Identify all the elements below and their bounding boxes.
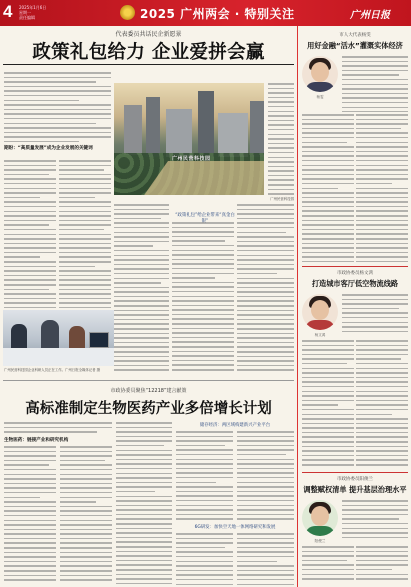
newspaper-logo: 广州日报 [350,10,390,21]
story-1-kicker: 代表委员共话民企新愿景 [115,31,182,38]
sidebar-item-2-kicker: 市政协委员杨文鸿 [337,271,373,276]
sidebar-item-1-kicker: 市人大代表杨雯 [339,33,371,38]
sidebar-item-3-text-b [302,546,354,584]
avatar [302,500,338,536]
editor-line: 责任编辑 [19,15,35,20]
sidebar-item-3-kicker: 市政协委员阳俊兰 [337,477,373,482]
city-photo [114,83,264,195]
section-title: 2025 广州两会 · 特别关注 [140,7,295,21]
story-2-column-5-text [237,431,294,521]
story-2-column-1-text [4,446,56,584]
weekday-line: 星期一 [19,10,31,15]
inline-heading: “政策礼包”给企业带来“真金白 [175,213,235,218]
date-line: 2025年1月6日 [19,5,47,10]
story-2-column-6-text [176,533,233,585]
story-1-subhead-1: 期盼：“高质量发展”成为企业发展的关键词 [4,146,93,151]
sidebar-item-3-title: 调整赋权清单 提升基层治理水平 [303,485,407,494]
story-1-column-2-text [4,160,56,308]
emblem-icon [120,5,135,20]
story-1-column-1-text [4,72,111,142]
avatar [302,56,338,92]
divider [302,266,408,267]
story-2-column-2-text [60,446,112,584]
story-2-kicker: 市政协委员聚焦“12218”建言献策 [110,388,187,394]
story-1-column-4-text [268,83,294,195]
story-1-column-5-text [114,204,169,374]
page-header-banner [0,0,411,26]
divider [302,472,408,473]
sidebar-item-1-title: 用好金融“活水”灌溉实体经济 [307,41,403,50]
sidebar-item-2-text-b [302,340,354,468]
sidebar-item-2-text-a [342,294,408,334]
sidebar-item-1-text-b [302,114,354,262]
photo-sign-text: 广州民营科技园 [172,156,211,162]
sidebar-item-1-text-c [356,114,408,262]
story-2-lede-text [4,422,112,436]
date-info [19,5,46,20]
divider [3,380,294,381]
sidebar-item-2-title: 打造城市客厅低空物流线路 [311,279,399,288]
avatar [302,294,338,330]
sidebar-item-3-text-a [342,500,408,540]
story-2-column-7-text [237,533,294,585]
story-1-headline: 政策礼包给力 企业爱拼会赢 [32,42,265,63]
sidebar-item-3-name: 阳俊兰 [314,539,326,543]
city-photo-caption: 广州民营科技园 [270,197,294,201]
story-2-column-4-text [176,431,233,521]
office-photo [3,310,114,366]
story-2-subhead-3: 6G研发：加快空天地一体网络研究和发展 [194,525,276,530]
story-2-subhead-1: 生物医药：链接产业和研究机构 [4,438,69,443]
story-1-column-7-text [237,204,294,374]
divider [3,64,294,65]
story-2-subhead-2: 储存经济：两区域构建新兴产业平台 [199,423,271,428]
office-photo-caption: 广州民营科技园企业科研人员正在工作。广州日报全媒体记者 摄 [4,368,101,372]
page-number: 4 [3,2,13,21]
sidebar-item-2-text-c [356,340,408,468]
story-2-headline: 高标准制定生物医药产业多倍增长计划 [25,400,272,417]
sidebar-item-1-name: 杨雯 [316,95,324,99]
story-2-column-3-text [116,422,172,584]
sidebar-item-1-text-a [342,56,408,112]
story-1-column-3-text [59,160,111,308]
sidebar-item-2-name: 杨文鸿 [314,333,326,337]
sidebar [297,26,411,587]
sidebar-item-3-text-c [356,546,408,584]
story-1-column-6-text [172,222,234,374]
